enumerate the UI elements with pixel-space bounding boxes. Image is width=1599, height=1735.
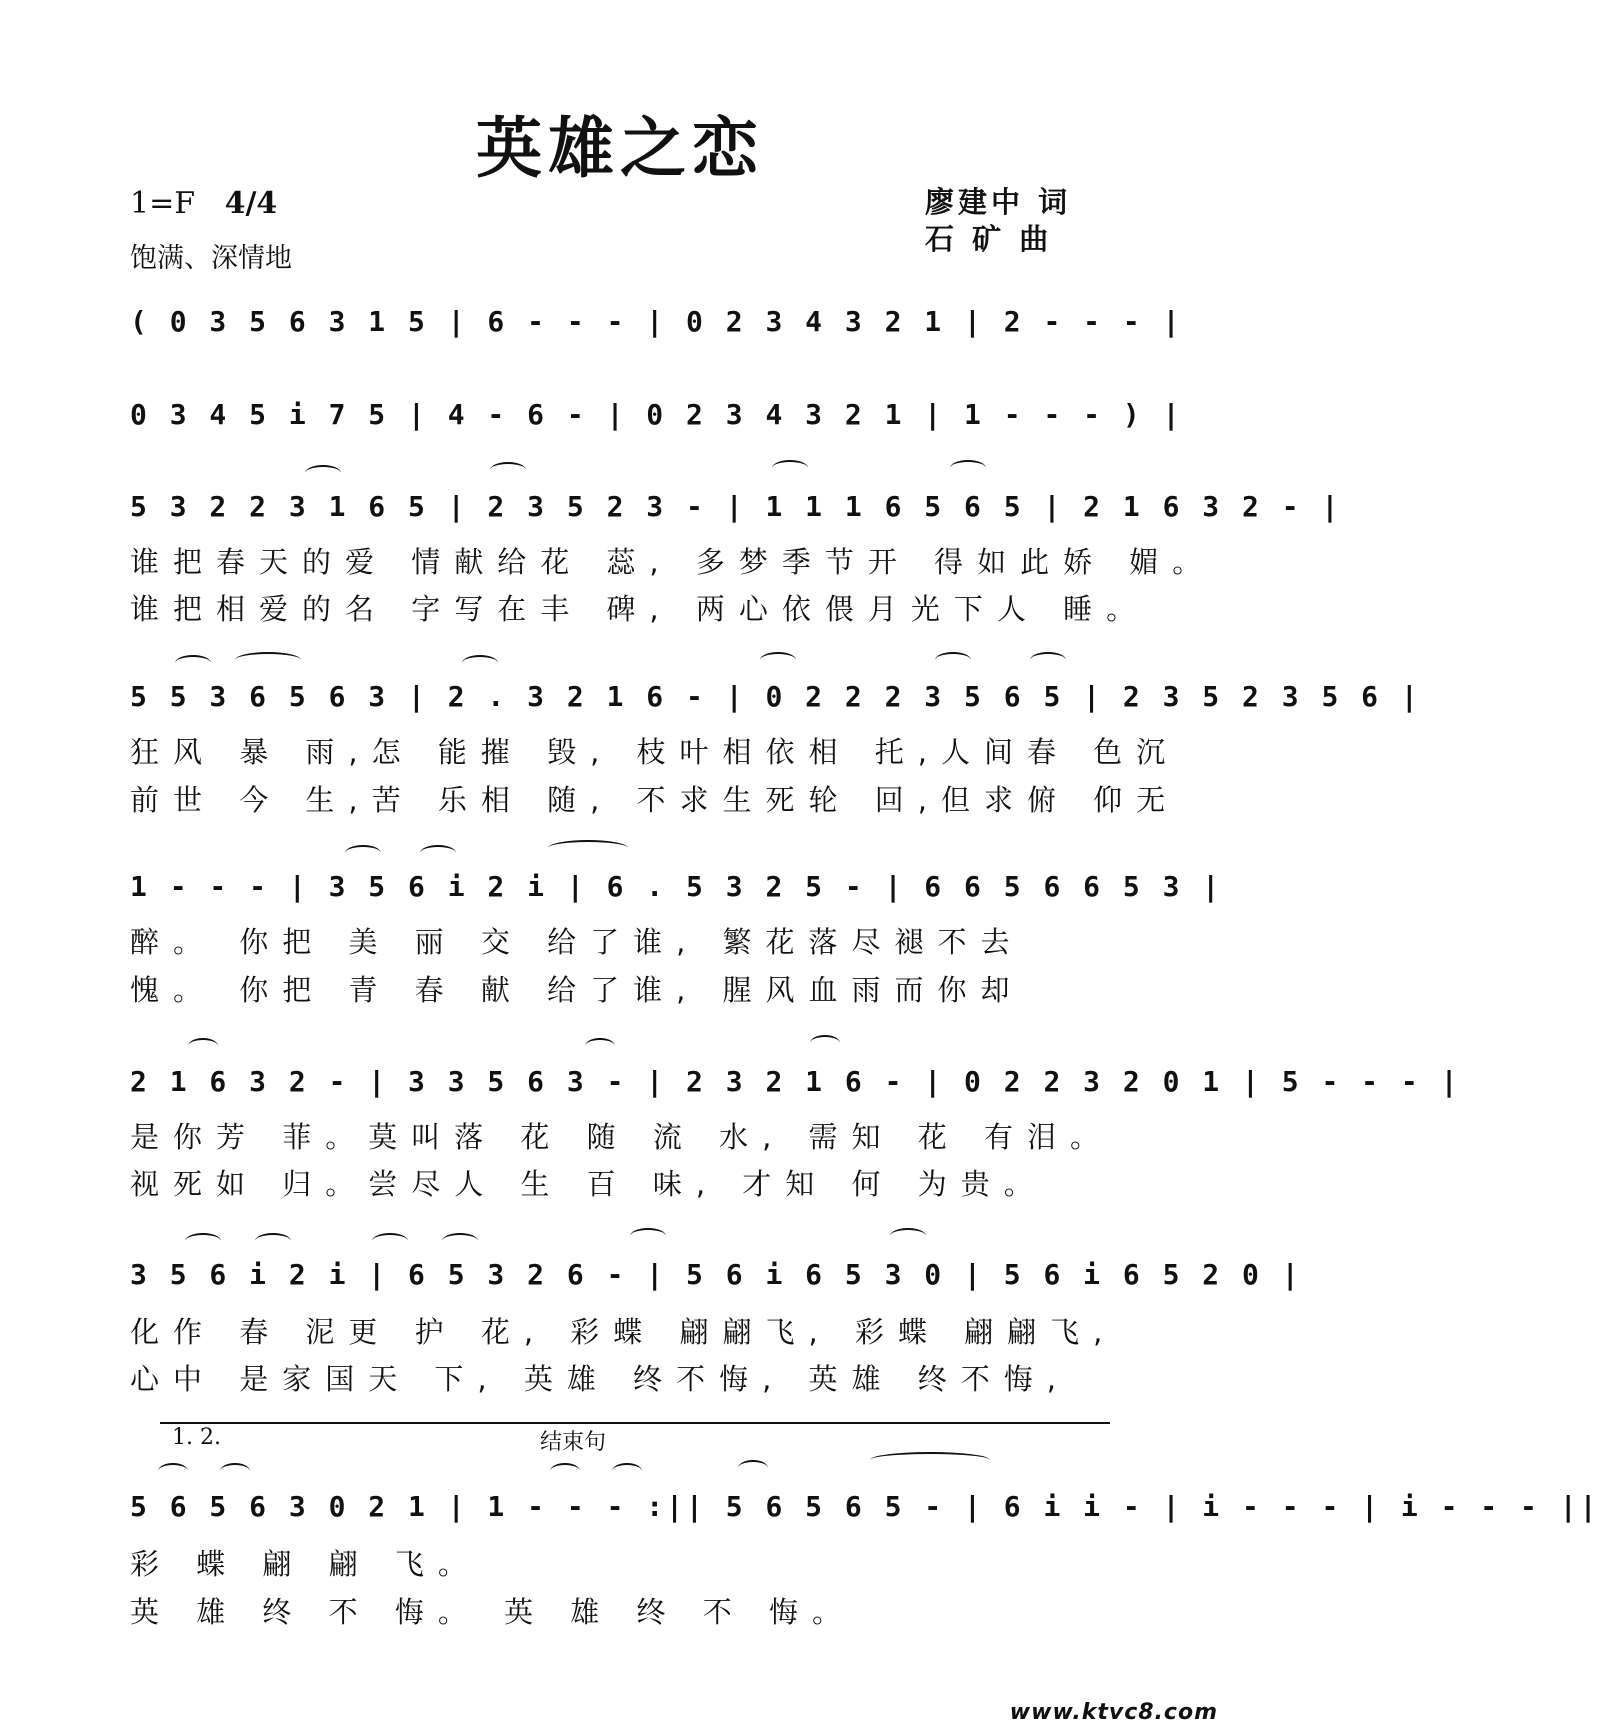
score-line-6-lyrics-1: 是你芳 菲。莫叫落 花 随 流 水, 需知 花 有泪。 <box>130 1120 1113 1154</box>
score-line-8-notes: 5 6 5 6 3 0 2 1 | 1 - - - :|| 5 6 5 6 5 - | 6 i i - | i - - - | i - - - || <box>130 1490 1599 1523</box>
slur <box>462 655 498 671</box>
composer-credit: 石 矿 曲 <box>925 222 1053 256</box>
lyricist-credit: 廖建中 词 <box>925 185 1072 219</box>
key-signature: 1=F <box>130 186 196 221</box>
slur <box>935 652 971 668</box>
score-line-4-lyrics-1: 狂风 暴 雨,怎 能摧 毁, 枝叶相依相 托,人间春 色沉 <box>130 735 1180 769</box>
tempo-marking: 饱满、深情地 <box>130 243 292 274</box>
slur <box>548 840 628 856</box>
slur <box>442 1233 478 1249</box>
slur <box>490 462 526 478</box>
ending-bracket <box>160 1422 1110 1444</box>
slur <box>550 1463 580 1479</box>
slur <box>810 1035 840 1051</box>
slur <box>738 1460 768 1476</box>
slur <box>188 1038 218 1054</box>
slur <box>630 1228 666 1244</box>
slur <box>772 460 808 476</box>
score-line-6-notes: 2 1 6 3 2 - | 3 3 5 6 3 - | 2 3 2 1 6 - | 0 2 2 3 2 0 1 | 5 - - - | <box>130 1065 1461 1098</box>
slur <box>185 1233 221 1249</box>
score-line-2-notes: 0 3 4 5 i 7 5 | 4 - 6 - | 0 2 3 4 3 2 1 | 1 - - - ) | <box>130 398 1183 431</box>
score-line-3-notes: 5 3 2 2 3 1 6 5 | 2 3 5 2 3 - | 1 1 1 6 5 6 5 | 2 1 6 3 2 - | <box>130 490 1342 523</box>
song-title: 英雄之恋 <box>476 110 764 187</box>
score-line-3-lyrics-2: 谁把相爱的名 字写在丰 碑, 两心依偎月光下人 睡。 <box>130 592 1150 626</box>
score-line-7-lyrics-2: 心中 是家国天 下, 英雄 终不悔, 英雄 终不悔, <box>130 1362 1070 1396</box>
slur <box>890 1228 926 1244</box>
slur <box>870 1452 990 1468</box>
ending-marker: 1. 2. <box>172 1425 221 1450</box>
slur <box>235 652 301 668</box>
slur <box>950 460 986 476</box>
score-line-8-lyrics-2: 英 雄 终 不 悔。 英 雄 终 不 悔。 <box>130 1595 855 1629</box>
time-signature: 4/4 <box>224 186 278 221</box>
slur <box>305 465 341 481</box>
slur <box>175 655 211 671</box>
score-line-6-lyrics-2: 视死如 归。尝尽人 生 百 味, 才知 何 为贵。 <box>130 1167 1047 1201</box>
slur <box>255 1233 291 1249</box>
closing-phrase-label: 结束句 <box>540 1430 607 1455</box>
score-line-4-notes: 5 5 3 6 5 6 3 | 2 . 3 2 1 6 - | 0 2 2 2 3 5 6 5 | 2 3 5 2 3 5 6 | <box>130 680 1421 713</box>
score-line-7-lyrics-1: 化作 春 泥更 护 花, 彩蝶 翩翩飞, 彩蝶 翩翩飞, <box>130 1315 1117 1349</box>
key-time-signature <box>130 186 277 221</box>
score-line-4-lyrics-2: 前世 今 生,苦 乐相 随, 不求生死轮 回,但求俯 仰无 <box>130 783 1180 817</box>
slur <box>345 845 381 861</box>
score-line-5-lyrics-2: 愧。 你把 青 春 献 给了谁, 腥风血雨而你却 <box>130 973 1024 1007</box>
score-line-5-notes: 1 - - - | 3 5 6 i 2 i | 6 . 5 3 2 5 - | 6 6 5 6 6 5 3 | <box>130 870 1223 903</box>
slur <box>612 1463 642 1479</box>
score-line-8-lyrics-1: 彩 蝶 翩 翩 飞。 <box>130 1547 481 1581</box>
score-line-3-lyrics-1: 谁把春天的爱 情献给花 蕊, 多梦季节开 得如此娇 媚。 <box>130 545 1216 579</box>
score-line-5-lyrics-1: 醉。 你把 美 丽 交 给了谁, 繁花落尽褪不去 <box>130 925 1024 959</box>
site-watermark: www.ktvc8.com <box>1009 1700 1218 1725</box>
slur <box>760 652 796 668</box>
slur <box>1030 652 1066 668</box>
slur <box>220 1463 250 1479</box>
slur <box>372 1233 408 1249</box>
slur <box>420 845 456 861</box>
score-line-7-notes: 3 5 6 i 2 i | 6 5 3 2 6 - | 5 6 i 6 5 3 0 | 5 6 i 6 5 2 0 | <box>130 1258 1302 1291</box>
score-line-1-notes: ( 0 3 5 6 3 1 5 | 6 - - - | 0 2 3 4 3 2 1 | 2 - - - | <box>130 305 1183 338</box>
slur <box>585 1038 615 1054</box>
slur <box>158 1463 188 1479</box>
